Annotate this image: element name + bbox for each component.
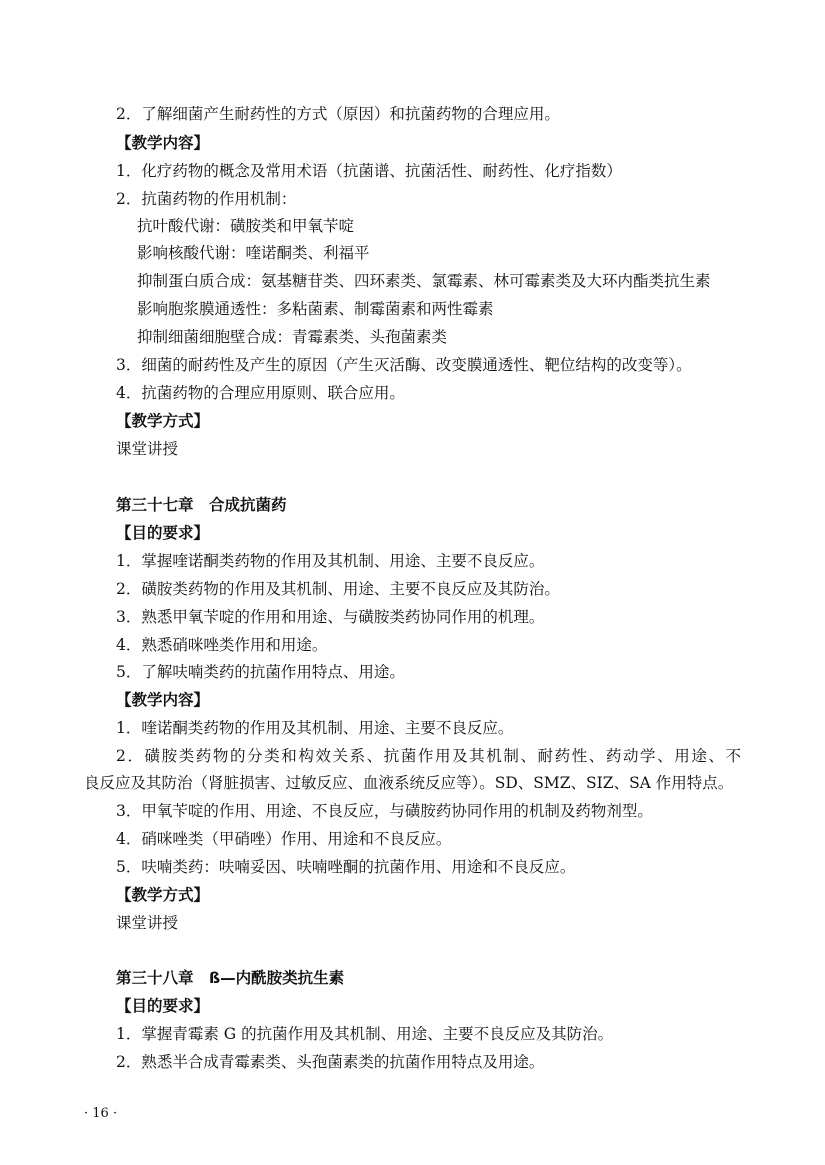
objective-item: 4．熟悉硝咪唑类作用和用途。 [116,636,328,654]
mechanism-item: 抗叶酸代谢：磺胺类和甲氧苄啶 [137,217,355,235]
section-heading: 【教学方式】 [116,412,210,430]
section-heading: 【教学内容】 [116,691,210,709]
section-heading: 【教学内容】 [116,134,210,152]
mechanism-item: 抑制蛋白质合成：氨基糖苷类、四环素类、氯霉素、林可霉素类及大环内酯类抗生素 [137,272,711,290]
mechanism-item: 抑制细菌细胞壁合成：青霉素类、头孢菌素类 [137,328,448,346]
teaching-method: 课堂讲授 [116,914,179,932]
section-heading: 【目的要求】 [116,997,210,1015]
objective-item: 2．磺胺类药物的作用及其机制、用途、主要不良反应及其防治。 [116,580,560,598]
content-item: 2．抗菌药物的作用机制： [116,190,297,208]
content-item: 1．化疗药物的概念及常用术语（抗菌谱、抗菌活性、耐药性、化疗指数） [116,162,622,180]
teaching-method: 课堂讲授 [116,440,179,458]
content-item: 3．细菌的耐药性及产生的原因（产生灭活酶、改变膜通透性、靶位结构的改变等）。 [116,356,692,374]
page-number: · 16 · [84,1106,118,1121]
content-item: 1．喹诺酮类药物的作用及其机制、用途、主要不良反应。 [116,719,514,737]
objective-item: 3．熟悉甲氧苄啶的作用和用途、与磺胺类药协同作用的机理。 [116,608,545,626]
objective-item: 2．熟悉半合成青霉素类、头孢菌素类的抗菌作用特点及用途。 [116,1053,545,1071]
chapter-title: 第三十八章 ß—内酰胺类抗生素 [116,969,345,987]
mechanism-item: 影响核酸代谢：喹诺酮类、利福平 [137,244,370,262]
chapter-title: 第三十七章 合成抗菌药 [116,496,287,514]
section-heading: 【目的要求】 [116,524,210,542]
content-item: 2．磺胺类药物的分类和构效关系、抗菌作用及其机制、耐药性、药动学、用途、不 [116,747,741,765]
content-item: 3．甲氧苄啶的作用、用途、不良反应，与磺胺药协同作用的机制及药物剂型。 [116,802,653,820]
objective-item: 5．了解呋喃类药的抗菌作用特点、用途。 [116,663,405,681]
objective-item: 2．了解细菌产生耐药性的方式（原因）和抗菌药物的合理应用。 [116,105,560,123]
content-item: 5．呋喃类药：呋喃妥因、呋喃唑酮的抗菌作用、用途和不良反应。 [116,858,576,876]
mechanism-item: 影响胞浆膜通透性：多粘菌素、制霉菌素和两性霉素 [137,300,494,318]
section-heading: 【教学方式】 [116,886,210,904]
content-item: 4．抗菌药物的合理应用原则、联合应用。 [116,384,405,402]
content-item-continued: 良反应及其防治（肾脏损害、过敏反应、血液系统反应等）。SD、SMZ、SIZ、SA 作用特点。 [84,774,734,792]
content-item: 4．硝咪唑类（甲硝唑）作用、用途和不良反应。 [116,830,452,848]
objective-item: 1．掌握喹诺酮类药物的作用及其机制、用途、主要不良反应。 [116,552,545,570]
objective-item: 1．掌握青霉素 G 的抗菌作用及其机制、用途、主要不良反应及其防治。 [116,1025,614,1043]
